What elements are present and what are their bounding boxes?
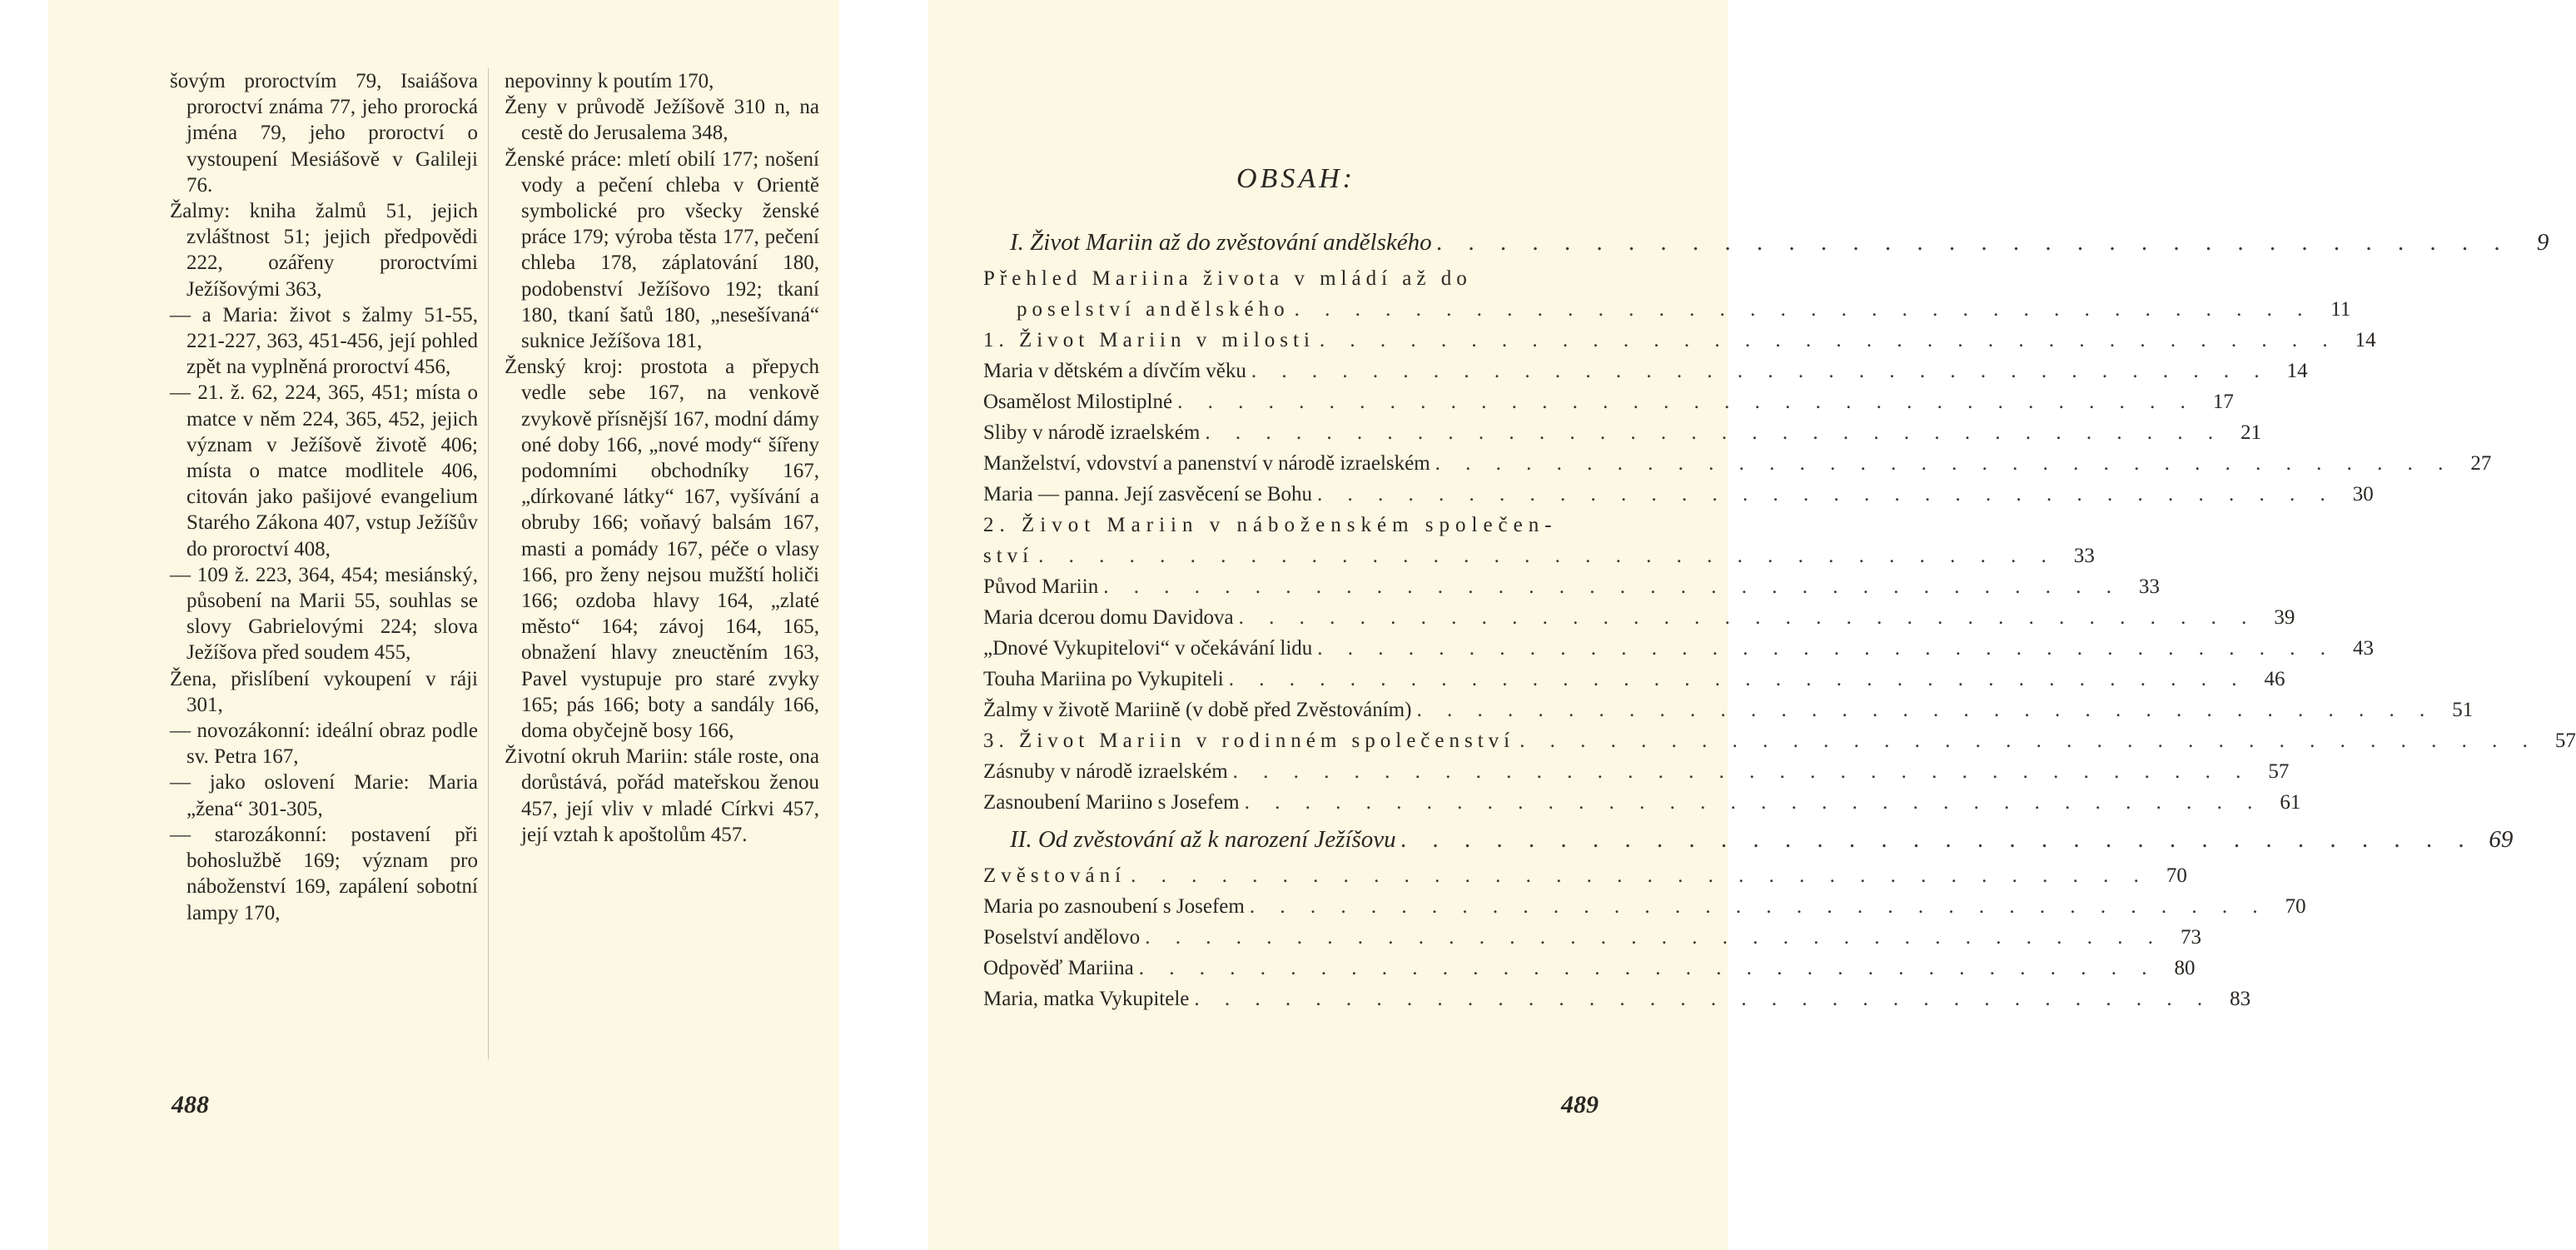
index-column-1 — [170, 68, 478, 926]
toc-leader-dots: . . . . . . . . . . . . . . . . . . . . . . . . . . . . . . . . . . — [1131, 864, 2149, 887]
toc-entry-title: 3. Život Mariin v rodinném společenství — [983, 730, 1515, 752]
toc-leader-dots: . . . . . . . . . . . . . . . . . . . . . . . . . . . . . . . . . . — [1317, 637, 2336, 660]
toc-entry-title: Odpověď Mariina — [983, 957, 1134, 979]
toc-entry — [983, 512, 2095, 569]
toc-page-number: 70 — [2166, 864, 2187, 887]
index-entry: — 21. ž. 62, 224, 365, 451; místa o matce v něm 224, 365, 452, jejich význam v Ježíšově životě 406; místa o matce modlitele 406, citován jako pašijové evangelium Starého Zákona 407, vstup Ježíšův do proroctví 408, — [170, 381, 478, 560]
toc-entry — [983, 789, 2301, 815]
toc-page-number: 51 — [2452, 699, 2474, 721]
toc-leader-dots: . . . . . . . . . . . . . . . . . . . . . . . . . . . . . . . . . . — [1138, 957, 2157, 979]
toc-entry-title: Touha Mariina po Vykupiteli — [983, 668, 1224, 690]
toc-page-number: 83 — [2230, 988, 2251, 1010]
toc-page-number: 46 — [2264, 668, 2285, 690]
toc-leader-dots: . . . . . . . . . . . . . . . . . . . . . . . . . . . . . . . . . . — [1519, 730, 2538, 752]
toc-page-number: 33 — [2138, 575, 2160, 598]
toc-page-number: 80 — [2174, 957, 2196, 979]
index-entry: Ženy v průvodě Ježíšově 310 n, na cestě do Jerusalema 348, — [505, 96, 819, 145]
index-entry: — 109 ž. 223, 364, 454; mesiánský, působení na Marii 55, souhlas se slovy Gabrielovými 224; slova Ježíšova před soudem 455, — [170, 563, 478, 665]
toc-entry-title: Maria po zasnoubení s Josefem — [983, 895, 1245, 918]
toc-entry-title: Žalmy v životě Mariině (v době před Zvěstováním) — [983, 699, 1412, 721]
toc-page-number: 73 — [2180, 926, 2201, 949]
index-entry: nepovinny k poutím 170, — [505, 70, 714, 92]
toc-entry-title: Osamělost Milostiplné — [983, 391, 1173, 413]
index-entry: šovým proroctvím 79, Isaiášova proroctví známa 77, jeho prorocká jména 79, jeho proroctví o vystoupení Mesiášově v Galileji 76. — [170, 70, 478, 197]
toc-leader-dots: . . . . . . . . . . . . . . . . . . . . . . . . . . . . . . . . . . — [1400, 826, 2475, 853]
toc-leader-dots: . . . . . . . . . . . . . . . . . . . . . . . . . . . . . . . . . . — [1228, 668, 2247, 690]
toc-entry-title: Maria v dětském a dívčím věku — [983, 360, 1246, 382]
toc-entry-title: Původ Mariin — [983, 575, 1099, 598]
toc-entry — [983, 481, 2374, 507]
toc-leader-dots: . . . . . . . . . . . . . . . . . . . . . . . . . . . . . . . . . . — [1103, 575, 2121, 598]
index-entry: — novozákonní: ideální obraz podle sv. Petra 167, — [170, 720, 478, 769]
toc-entry-title: Zasnoubení Mariino s Josefem — [983, 791, 1240, 814]
toc-entry — [983, 358, 2308, 384]
toc-page-number: 9 — [2536, 229, 2549, 256]
toc-page-number: 70 — [2285, 895, 2306, 918]
toc-page-number: 57 — [2554, 730, 2576, 752]
toc-leader-dots: . . . . . . . . . . . . . . . . . . . . . . . . . . . . . . . . . . — [1145, 926, 2163, 949]
toc-entry — [983, 863, 2187, 889]
toc-leader-dots: . . . . . . . . . . . . . . . . . . . . . . . . . . . . . . . . . . — [1249, 895, 2268, 918]
toc-entry-title: II. Od zvěstování až k narození Ježíšovu — [1010, 826, 1396, 853]
toc-entry — [983, 955, 2196, 981]
toc-entry-title: Poselství andělovo — [983, 926, 1141, 949]
toc-leader-dots: . . . . . . . . . . . . . . . . . . . . . . . . . . . . . . . . . . — [1205, 421, 2224, 444]
toc-entry — [983, 327, 2376, 353]
toc-page-number: 30 — [2352, 483, 2374, 505]
toc-leader-dots: . . . . . . . . . . . . . . . . . . . . . . . . . . . . . . . . . . — [1244, 791, 2263, 814]
toc-leader-dots: . . . . . . . . . . . . . . . . . . . . . . . . . . . . . . . . . . — [1416, 699, 2435, 721]
toc-entry — [983, 728, 2576, 754]
toc-entry-title: 2. Život Mariin v náboženském společen- — [983, 514, 1558, 536]
toc-page-number: 39 — [2274, 606, 2295, 629]
toc-entry-title-cont: poselství andělského — [1017, 298, 1290, 321]
toc-entry-title: Maria, matka Vykupitele — [983, 988, 1190, 1010]
toc-entry-title: Přehled Mariina života v mládí až do — [983, 267, 1472, 290]
toc-entry — [983, 894, 2306, 919]
column-divider — [488, 68, 489, 1059]
toc-entry — [983, 666, 2285, 692]
toc-page-number: 69 — [2489, 826, 2514, 853]
toc-entry-title: Manželství, vdovství a panenství v národě izraelském — [983, 452, 1430, 475]
toc-entry-title: „Dnové Vykupitelovi“ v očekávání lidu — [983, 637, 1313, 660]
toc-page-number: 61 — [2280, 791, 2301, 814]
toc-page-number: 17 — [2212, 391, 2234, 413]
toc-entry — [983, 635, 2375, 661]
toc-entry-title: Maria — panna. Její zasvěcení se Bohu — [983, 483, 1313, 505]
page-number: 488 — [172, 1091, 209, 1118]
table-of-contents — [983, 218, 2576, 1017]
toc-leader-dots: . . . . . . . . . . . . . . . . . . . . . . . . . . . . . . . . . . — [1177, 391, 2196, 413]
toc-leader-dots: . . . . . . . . . . . . . . . . . . . . . . . . . . . . . . . . . . — [1232, 760, 2251, 783]
toc-entry-title: Maria dcerou domu Davidova — [983, 606, 1234, 629]
toc-entry — [983, 986, 2251, 1012]
toc-page-number: 14 — [2355, 329, 2376, 351]
toc-entry — [983, 389, 2234, 415]
toc-page-number: 11 — [2330, 298, 2351, 321]
toc-leader-dots: . . . . . . . . . . . . . . . . . . . . . . . . . . . . . . . . . . — [1194, 988, 2213, 1010]
toc-part-heading — [983, 826, 2514, 853]
index-entry: Ženské práce: mletí obilí 177; nošení vody a pečení chleba v Orientě symbolické pro všecky ženské práce 179; výroba těsta 177, pečení chleba 178, záplatování 180, podobenství Ježíšovo 192; tkaní 180, tkaní šatů 180, „nesešívaná“ suknice Ježíšova 181, — [505, 147, 819, 353]
toc-entry — [983, 420, 2262, 446]
index-entry: — a Maria: život s žalmy 51-55, 221-227, 363, 451-456, její pohled zpět na vyplněná proroctví 456, — [170, 303, 478, 379]
index-entry: — jako oslovení Marie: Maria „žena“ 301-305, — [170, 771, 478, 820]
left-page — [48, 0, 839, 1250]
toc-leader-dots: . . . . . . . . . . . . . . . . . . . . . . . . . . . . . . . . . . — [1317, 483, 2335, 505]
toc-page-number: 21 — [2240, 421, 2262, 444]
toc-leader-dots: . . . . . . . . . . . . . . . . . . . . . . . . . . . . . . . . . . — [1436, 229, 2511, 256]
toc-entry-title-cont: ství — [983, 545, 1034, 567]
toc-entry-title: 1. Život Mariin v milosti — [983, 329, 1315, 351]
toc-leader-dots: . . . . . . . . . . . . . . . . . . . . . . . . . . . . . . . . . . — [1251, 360, 2270, 382]
toc-leader-dots: . . . . . . . . . . . . . . . . . . . . . . . . . . . . . . . . . . — [1238, 606, 2257, 629]
toc-entry — [983, 697, 2474, 723]
toc-page-number: 14 — [2286, 360, 2308, 382]
index-entry: Ženský kroj: prostota a přepych vedle sebe 167, na venkově zvykově přísnější 167, modní dámy oné doby 166, „nové mody“ šířeny podomními obchodníky 167, „dírkované látky“ 167, vyšívání a obruby 166; voňavý balsám 167, masti a pomády 167, péče o vlasy 166, pro ženy nejsou mužští holiči 166; ozdoba hlavy 164, „zlaté město“ 164; závoj 164, 165, obnažení hlavy zneuctěním 163, Pavel vystupuje pro staré zvyky 165; pás 166; boty a sandály 166, doma obyčejně bosy 166, — [505, 356, 819, 743]
toc-entry-line — [983, 543, 2095, 569]
toc-entry — [983, 451, 2492, 476]
right-page — [928, 0, 2576, 1250]
toc-entry-title: I. Život Mariin až do zvěstování andělského — [1010, 229, 1432, 256]
toc-page-number: 57 — [2268, 760, 2290, 783]
index-entry: Žena, přislíbení vykoupení v ráji 301, — [170, 667, 478, 716]
toc-leader-dots: . . . . . . . . . . . . . . . . . . . . . . . . . . . . . . . . . . — [1435, 452, 2454, 475]
toc-entry-title: Sliby v národě izraelském — [983, 421, 1201, 444]
toc-leader-dots: . . . . . . . . . . . . . . . . . . . . . . . . . . . . . . . . . . — [1294, 298, 2313, 321]
index-entry: Životní okruh Mariin: stále roste, ona dorůstává, pořád mateřskou ženou 457, její vliv v mladé Církvi 457, její vztah k apoštolům 457. — [505, 745, 819, 846]
toc-entry — [983, 605, 2295, 630]
toc-page-number: 33 — [2073, 545, 2095, 567]
toc-title: OBSAH: — [1236, 163, 1355, 194]
toc-page-number: 43 — [2353, 637, 2375, 660]
toc-entry-title: Zvěstování — [983, 864, 1126, 887]
toc-leader-dots: . . . . . . . . . . . . . . . . . . . . . . . . . . . . . . . . . . — [1319, 329, 2338, 351]
index-entry: Žalmy: kniha žalmů 51, jejich zvláštnost 51; jejich předpovědi 222, ozářeny proroctvími Ježíšovými 363, — [170, 200, 478, 301]
index-column-2 — [505, 68, 819, 848]
index-entry: — starozákonní: postavení při bohoslužbě 169; význam pro náboženství 169, zapálení sobotní lampy 170, — [170, 823, 478, 924]
toc-entry — [983, 574, 2160, 600]
toc-entry-title: Zásnuby v národě izraelském — [983, 760, 1228, 783]
toc-part-heading — [983, 229, 2549, 256]
toc-leader-dots: . . . . . . . . . . . . . . . . . . . . . . . . . . . . . . . . . . — [1038, 545, 2056, 567]
toc-page-number: 27 — [2470, 452, 2492, 475]
toc-entry — [983, 759, 2290, 784]
toc-entry-line — [983, 296, 2351, 322]
toc-entry — [983, 266, 2351, 322]
page-number: 489 — [1561, 1091, 1599, 1118]
toc-entry — [983, 924, 2201, 950]
